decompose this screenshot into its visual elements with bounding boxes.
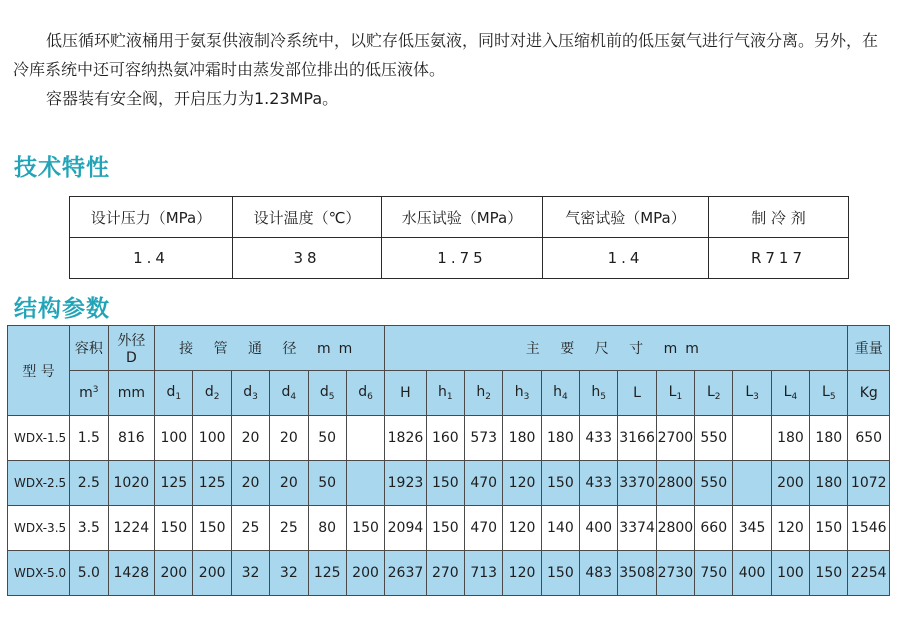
- table-cell: 25: [231, 506, 269, 551]
- tech-value-pressure: 1.4: [70, 238, 233, 279]
- header-volume: 容积: [70, 326, 108, 371]
- model-cell: WDX-5.0: [8, 551, 70, 596]
- model-cell: WDX-3.5: [8, 506, 70, 551]
- table-cell: 200: [346, 551, 384, 596]
- table-cell: 50: [308, 461, 346, 506]
- pipe-col-label: d: [204, 384, 214, 400]
- table-cell: 180: [771, 416, 809, 461]
- table-row: [8, 461, 890, 506]
- table-cell: 32: [231, 551, 269, 596]
- dim-col-label: h: [438, 384, 447, 400]
- table-cell: 433: [580, 461, 618, 506]
- struct-params-table: [7, 325, 890, 596]
- pipe-col-5: [308, 371, 346, 416]
- table-cell: 150: [541, 551, 579, 596]
- table-cell: 2800: [656, 506, 694, 551]
- table-cell: 180: [503, 416, 541, 461]
- table-cell: 816: [108, 416, 155, 461]
- table-cell: 20: [231, 461, 269, 506]
- table-cell: [346, 416, 384, 461]
- dim-col-12: [810, 371, 848, 416]
- table-cell: 120: [771, 506, 809, 551]
- header-diameter-label: 外径: [117, 333, 146, 349]
- pipe-col-subscript: 3: [252, 392, 258, 402]
- tech-header-air-test: 气密试验（MPa）: [543, 197, 709, 238]
- table-cell: 20: [270, 416, 308, 461]
- table-cell: 3370: [618, 461, 656, 506]
- model-cell: WDX-1.5: [8, 416, 70, 461]
- table-cell: 120: [503, 461, 541, 506]
- dim-col-label: h: [476, 384, 486, 400]
- dim-col-label: L: [633, 385, 641, 401]
- dim-col-10: [733, 371, 771, 416]
- table-cell: 25: [270, 506, 308, 551]
- tech-header-temperature: 设计温度（℃）: [233, 197, 382, 238]
- pipe-col-2: [193, 371, 231, 416]
- header-weight-unit: Kg: [848, 371, 890, 416]
- pipe-col-6: [346, 371, 384, 416]
- header-volume-unit-sup: 3: [92, 385, 99, 395]
- table-cell: 2254: [848, 551, 890, 596]
- table-cell: 180: [810, 461, 848, 506]
- table-cell: 750: [695, 551, 733, 596]
- table-cell: 100: [771, 551, 809, 596]
- tech-value-row: [70, 238, 849, 279]
- header-model: 型 号: [8, 326, 70, 416]
- table-cell: 150: [426, 461, 464, 506]
- table-cell: 180: [541, 416, 579, 461]
- table-cell: 550: [695, 416, 733, 461]
- table-cell: 100: [155, 416, 193, 461]
- table-cell: 20: [231, 416, 269, 461]
- table-cell: 1826: [385, 416, 426, 461]
- table-cell: 5.0: [70, 551, 108, 596]
- table-cell: 20: [270, 461, 308, 506]
- table-cell: 483: [580, 551, 618, 596]
- table-cell: 345: [733, 506, 771, 551]
- dim-col-1: [385, 371, 426, 416]
- table-cell: 3374: [618, 506, 656, 551]
- table-cell: 200: [771, 461, 809, 506]
- dim-col-subscript: 5: [829, 392, 836, 402]
- header-main-dimensions: [385, 326, 848, 371]
- table-cell: 2094: [385, 506, 426, 551]
- table-cell: 2800: [656, 461, 694, 506]
- dim-col-11: [771, 371, 809, 416]
- table-cell: 125: [193, 461, 231, 506]
- header-volume-unit-base: m: [79, 385, 93, 401]
- table-cell: 120: [503, 506, 541, 551]
- table-cell: 1923: [385, 461, 426, 506]
- table-cell: 3166: [618, 416, 656, 461]
- dim-col-9: [695, 371, 733, 416]
- pipe-col-label: d: [243, 384, 253, 400]
- table-cell: 550: [695, 461, 733, 506]
- dim-col-label: h: [553, 384, 562, 400]
- table-cell: 150: [810, 506, 848, 551]
- table-cell: 1.5: [70, 416, 108, 461]
- table-cell: 1428: [108, 551, 155, 596]
- table-cell: 160: [426, 416, 464, 461]
- table-cell: 400: [580, 506, 618, 551]
- table-cell: [346, 461, 384, 506]
- dim-col-subscript: 3: [523, 392, 530, 402]
- tech-header-refrigerant: 制 冷 剂: [709, 197, 849, 238]
- tech-header-pressure: 设计压力（MPa）: [70, 197, 233, 238]
- table-cell: 100: [193, 416, 231, 461]
- table-cell: 573: [465, 416, 503, 461]
- struct-header-row-1: [8, 326, 890, 371]
- table-cell: 433: [580, 416, 618, 461]
- dim-col-4: [503, 371, 541, 416]
- table-cell: 180: [810, 416, 848, 461]
- table-cell: 125: [308, 551, 346, 596]
- pipe-col-1: [155, 371, 193, 416]
- dim-col-label: L: [706, 384, 715, 400]
- table-cell: 140: [541, 506, 579, 551]
- table-cell: 470: [465, 461, 503, 506]
- pipe-col-subscript: 6: [367, 392, 373, 402]
- dim-col-7: [618, 371, 656, 416]
- table-cell: 80: [308, 506, 346, 551]
- table-cell: 660: [695, 506, 733, 551]
- table-row: [8, 551, 890, 596]
- tech-spec-heading: 技术特性: [14, 155, 110, 181]
- dim-col-label: H: [400, 385, 411, 401]
- table-cell: 150: [810, 551, 848, 596]
- header-diameter-symbol: D: [125, 350, 137, 366]
- dim-col-label: h: [514, 384, 524, 400]
- pipe-col-label: d: [281, 384, 291, 400]
- header-diameter: [108, 326, 155, 371]
- table-cell: [733, 461, 771, 506]
- pipe-col-4: [270, 371, 308, 416]
- dim-col-subscript: 1: [676, 392, 683, 402]
- tech-value-air-test: 1.4: [543, 238, 709, 279]
- struct-header-row-2: [8, 371, 890, 416]
- pipe-col-label: d: [166, 384, 176, 400]
- dim-col-2: [426, 371, 464, 416]
- pipe-col-3: [231, 371, 269, 416]
- dim-col-label: L: [783, 384, 792, 400]
- table-cell: 1546: [848, 506, 890, 551]
- table-cell: 470: [465, 506, 503, 551]
- pipe-col-subscript: 5: [328, 392, 335, 402]
- intro-paragraph-1: 低压循环贮液桶用于氨泵供液制冷系统中，以贮存低压氨液，同时对进入压缩机前的低压氨气进行气液分离。另外，在冷库系统中还可容纳热氨冲霜时由蒸发部位排出的低压液体。: [13, 31, 879, 79]
- dim-col-label: L: [668, 384, 677, 400]
- pipe-col-label: d: [319, 384, 329, 400]
- tech-spec-table: [69, 196, 849, 279]
- table-cell: 150: [193, 506, 231, 551]
- table-cell: 270: [426, 551, 464, 596]
- pipe-col-subscript: 2: [213, 392, 220, 402]
- table-cell: 650: [848, 416, 890, 461]
- table-cell: 200: [193, 551, 231, 596]
- table-cell: 2637: [385, 551, 426, 596]
- dim-col-subscript: 4: [791, 392, 798, 402]
- tech-value-hydro-test: 1.75: [382, 238, 543, 279]
- table-cell: 1224: [108, 506, 155, 551]
- table-cell: 32: [270, 551, 308, 596]
- tech-value-refrigerant: R717: [709, 238, 849, 279]
- dim-col-subscript: 2: [714, 392, 721, 402]
- dim-col-3: [465, 371, 503, 416]
- table-cell: 150: [426, 506, 464, 551]
- table-cell: 150: [346, 506, 384, 551]
- table-cell: 150: [155, 506, 193, 551]
- table-cell: 400: [733, 551, 771, 596]
- table-row: [8, 416, 890, 461]
- intro-paragraph-2: 容器装有安全阀，开启压力为1.23MPa。: [46, 89, 339, 108]
- table-cell: 150: [541, 461, 579, 506]
- dim-col-subscript: 2: [485, 392, 491, 402]
- dim-col-label: h: [591, 384, 601, 400]
- dim-col-subscript: 5: [600, 392, 607, 402]
- table-cell: 3508: [618, 551, 656, 596]
- header-pipe-diameter: [155, 326, 385, 371]
- table-cell: 2.5: [70, 461, 108, 506]
- header-pipe-diameter-label: 接 管 通 径 mm: [179, 341, 361, 357]
- dim-col-label: L: [822, 384, 830, 400]
- tech-header-hydro-test: 水压试验（MPa）: [382, 197, 543, 238]
- table-cell: 50: [308, 416, 346, 461]
- header-weight: 重量: [848, 326, 890, 371]
- model-cell: WDX-2.5: [8, 461, 70, 506]
- header-diameter-unit: mm: [108, 371, 155, 416]
- table-cell: 713: [465, 551, 503, 596]
- pipe-col-subscript: 4: [290, 392, 297, 402]
- table-cell: [733, 416, 771, 461]
- table-cell: 2700: [656, 416, 694, 461]
- dim-col-5: [541, 371, 579, 416]
- intro-text: [13, 26, 893, 113]
- table-cell: 1072: [848, 461, 890, 506]
- header-volume-unit: [70, 371, 108, 416]
- dim-col-subscript: 1: [446, 392, 453, 402]
- dim-col-subscript: 3: [753, 392, 759, 402]
- dim-col-8: [656, 371, 694, 416]
- tech-header-row: [70, 197, 849, 238]
- table-cell: 2730: [656, 551, 694, 596]
- pipe-col-label: d: [358, 384, 368, 400]
- dim-col-subscript: 4: [561, 392, 568, 402]
- pipe-col-subscript: 1: [175, 392, 182, 402]
- table-cell: 3.5: [70, 506, 108, 551]
- header-main-dimensions-label: 主 要 尺 寸 mm: [525, 341, 707, 357]
- table-row: [8, 506, 890, 551]
- struct-params-heading: 结构参数: [14, 296, 110, 322]
- tech-value-temperature: 38: [233, 238, 382, 279]
- dim-col-label: L: [745, 384, 754, 400]
- table-cell: 120: [503, 551, 541, 596]
- table-cell: 125: [155, 461, 193, 506]
- table-cell: 1020: [108, 461, 155, 506]
- dim-col-6: [580, 371, 618, 416]
- table-cell: 200: [155, 551, 193, 596]
